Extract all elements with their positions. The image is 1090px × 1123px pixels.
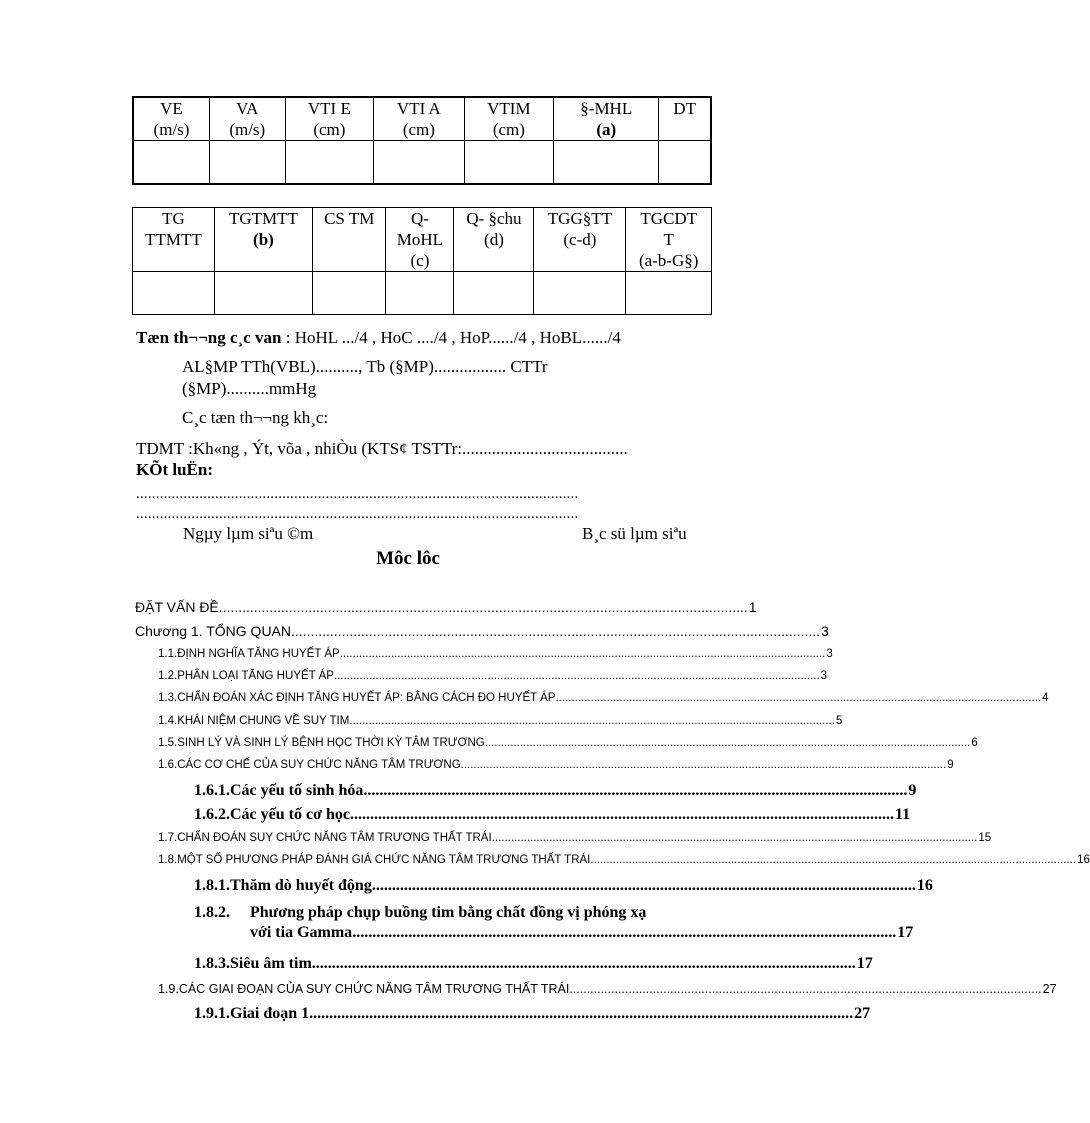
- toc-entry-number: 1.9.1.: [194, 1005, 230, 1022]
- toc-entry-number: 1.8.3.: [194, 955, 230, 972]
- header-line: DT: [673, 99, 697, 118]
- table-header-cell: [214, 208, 312, 272]
- toc-entry-text: Giai đoạn 1: [230, 1005, 310, 1022]
- toc-entry-text: Chương 1. TỔNG QUAN: [135, 623, 292, 639]
- header-line: CS TM: [324, 209, 375, 228]
- table-header-cell: [534, 208, 626, 272]
- dot-leader: ........................................................................................................................................: [291, 623, 821, 639]
- toc-page-number: 6: [971, 737, 978, 749]
- toc-page-number: 16: [1077, 854, 1090, 866]
- dot-leader: ........................................................................................................................................................: [349, 715, 835, 727]
- table-header-cell: [464, 97, 554, 141]
- other-lesions-line: C¸c tæn th¬¬ng kh¸c:: [182, 408, 329, 427]
- toc-entry-number: 1.6.1.: [194, 782, 230, 799]
- toc-entry-number: 1.2.: [158, 670, 178, 682]
- toc-entry[interactable]: [194, 806, 911, 824]
- header-line: (b): [253, 230, 274, 249]
- conclusion-text: KÕt luËn:: [136, 460, 213, 479]
- toc-page-number: 3: [826, 648, 833, 660]
- header-line: MoHL: [396, 230, 444, 249]
- toc-entry-text: CHẨN ĐOÁN XÁC ĐỊNH TĂNG HUYẾT ÁP: BẰNG CÁCH ĐO HUYẾT ÁP: [177, 692, 556, 704]
- toc-page-number: 9: [947, 759, 954, 771]
- table-header-cell: [285, 97, 374, 141]
- toc-entry[interactable]: [135, 623, 829, 639]
- table-cell[interactable]: [554, 141, 659, 185]
- header-line: (d): [484, 230, 504, 249]
- dot-leader: ........................................................................................................................................................: [339, 648, 826, 660]
- table-cell[interactable]: [133, 141, 209, 185]
- dot-leader: ........................................................................................................................................: [352, 924, 897, 941]
- dot-leader: ........................................................................................................................................................: [555, 692, 1042, 704]
- dot-leader: ........................................................................................................................................: [309, 1005, 854, 1022]
- toc-page-number: 3: [821, 623, 829, 639]
- table-header-cell: [626, 208, 712, 272]
- dot-leader: ........................................................................................................................................: [311, 955, 856, 972]
- toc-entry-number: 1.1.: [158, 648, 178, 660]
- table-cell[interactable]: [209, 141, 285, 185]
- conclusion-dots-2[interactable]: ................................................................................................................: [136, 506, 579, 522]
- toc-entry-text: MỘT SỐ PHƯƠNG PHÁP ĐÁNH GIÁ CHỨC NĂNG TÂM TRƯƠNG THẤT TRÁI: [177, 854, 591, 866]
- toc-entry[interactable]: [194, 877, 933, 895]
- table-header-cell: [659, 97, 711, 141]
- dot-leader: ........................................................................................................................................................: [491, 832, 978, 844]
- pressure-unit-line: (§MP)..........mmHg: [182, 379, 317, 398]
- toc-entry-number: 1.4.: [158, 715, 178, 727]
- toc-entry[interactable]: [194, 955, 873, 973]
- toc-entry[interactable]: [135, 982, 1057, 996]
- valve-lesions-line: [136, 328, 621, 348]
- toc-entry-text: Các yếu tố sinh hóa: [230, 782, 364, 799]
- table-row: [133, 272, 712, 315]
- toc-entry-number: 1.8.1.: [194, 877, 230, 894]
- toc-entry-text-continued: với tia Gamma: [250, 924, 353, 941]
- dot-leader: ........................................................................................................................................: [371, 877, 916, 894]
- header-line: (m/s): [229, 120, 266, 139]
- table-header-cell: [554, 97, 659, 141]
- toc-page-number: 3: [820, 670, 828, 682]
- valve-lesions-values: : HoHL .../4 , HoC ..../4 , HoP....../4 , HoBL....../4: [285, 328, 621, 347]
- toc-page-number: 27: [1042, 982, 1057, 996]
- toc-page-number: 15: [978, 832, 992, 844]
- toc-page-number: 11: [894, 806, 911, 823]
- toc-entry-text: CHẨN ĐOÁN SUY CHỨC NĂNG TÂM TRƯƠNG THẤT TRÁI: [177, 832, 492, 844]
- dot-leader: ........................................................................................................................................................: [333, 670, 820, 682]
- header-line: TG: [162, 209, 185, 228]
- toc-title: Môc lôc: [376, 548, 440, 569]
- toc-entry-text: Phương pháp chụp buồng tim bằng chất đồng vị phóng xạ: [250, 904, 647, 921]
- pulmonary-pressure-line: AL§MP TTh(VBL).........., Tb (§MP)................. CTTr: [182, 357, 548, 376]
- header-line: (cm): [492, 120, 525, 139]
- header-line: TGTMTT: [228, 209, 298, 228]
- dot-leader: ........................................................................................................................................................: [484, 737, 971, 749]
- toc-entry-number: 1.3.: [158, 692, 178, 704]
- toc-entry-text: KHÁI NIỆM CHUNG VỀ SUY TIM: [177, 715, 350, 727]
- table-cell[interactable]: [133, 272, 215, 315]
- header-line: (cm): [313, 120, 346, 139]
- toc-entry[interactable]: [158, 692, 1049, 704]
- toc-page-number: 4: [1042, 692, 1049, 704]
- table-header-cell: [386, 208, 454, 272]
- header-line: TGG§TT: [547, 209, 612, 228]
- header-line: VTIM: [487, 99, 531, 118]
- toc-entry[interactable]: [158, 737, 978, 749]
- toc-entry-number: 1.8.2.: [194, 904, 230, 921]
- toc-page-number: 9: [908, 782, 917, 799]
- header-line: T: [663, 230, 674, 249]
- table-header-row: [133, 97, 711, 141]
- valve-lesions-label: Tæn th¬¬ng c¸c van: [136, 328, 282, 347]
- table-cell[interactable]: [285, 141, 374, 185]
- toc-entry[interactable]: [135, 599, 757, 615]
- table-cell[interactable]: [534, 272, 626, 315]
- toc-entry-text: Các yếu tố cơ học: [230, 806, 350, 823]
- toc-entry[interactable]: [194, 1005, 871, 1023]
- header-line: VE: [160, 99, 183, 118]
- conclusion-dots-1[interactable]: ................................................................................................................: [136, 486, 579, 502]
- header-line: §-MHL: [580, 99, 633, 118]
- toc-page-number: 5: [835, 715, 843, 727]
- dot-leader: ........................................................................................................................................................: [460, 759, 947, 771]
- toc-entry[interactable]: [194, 904, 914, 942]
- toc-entry-number: 1.8.: [158, 854, 178, 866]
- toc-entry-text: PHÂN LOẠI TĂNG HUYẾT ÁP: [177, 670, 334, 682]
- toc-entry-number: 1.6.: [158, 759, 178, 771]
- dot-leader: ........................................................................................................................................: [363, 782, 908, 799]
- toc-entry-text: Thăm dò huyết động: [230, 877, 372, 894]
- header-line: VTI E: [307, 99, 351, 118]
- header-line: (m/s): [153, 120, 190, 139]
- toc-entry[interactable]: [158, 854, 1090, 866]
- table-header-cell: [133, 208, 215, 272]
- header-line: (cm): [402, 120, 435, 139]
- table-cell[interactable]: [374, 141, 464, 185]
- pericardial-effusion-line: TDMT :Kh«ng , Ýt, võa , nhiÒu (KTS¢ TSTTr:.......................................: [136, 439, 628, 458]
- toc-entry[interactable]: [158, 759, 954, 771]
- header-line: VTI A: [396, 99, 441, 118]
- toc-page-number: 17: [897, 924, 914, 941]
- echo-measurements-table-2: [132, 207, 712, 315]
- toc-entry-text: ĐẶT VẤN ĐỀ: [135, 599, 219, 615]
- header-line: Q- §chu: [466, 209, 522, 228]
- toc-entry-text: Siêu âm tim: [230, 955, 312, 972]
- header-line: (c): [410, 251, 430, 270]
- toc-page-number: 16: [916, 877, 933, 894]
- table-cell[interactable]: [313, 272, 386, 315]
- conclusion-label: [136, 460, 213, 480]
- header-line: VA: [236, 99, 259, 118]
- table-cell[interactable]: [659, 141, 711, 185]
- exam-date-label: Ngµy lµm siªu ©m: [183, 524, 314, 543]
- table-cell[interactable]: [464, 141, 554, 185]
- header-line: TGCDT: [640, 209, 697, 228]
- toc-entry-text: CÁC GIAI ĐOẠN CỦA SUY CHỨC NĂNG TÂM TRƯƠNG THẤT TRÁI: [178, 982, 570, 996]
- header-line: (a): [596, 120, 617, 139]
- table-header-cell: [133, 97, 209, 141]
- table-header-row: [133, 208, 712, 272]
- toc-entry-number: 1.9.: [158, 982, 179, 996]
- dot-leader: ........................................................................................................................................: [218, 599, 748, 615]
- table-cell[interactable]: [214, 272, 312, 315]
- toc-entry-text: ĐỊNH NGHĨA TĂNG HUYẾT ÁP: [177, 648, 340, 660]
- header-line: Q-: [410, 209, 429, 228]
- toc-entry[interactable]: [194, 782, 917, 800]
- header-line: TTMTT: [145, 230, 202, 249]
- table-header-cell: [313, 208, 386, 272]
- toc-entry-number: 1.7.: [158, 832, 178, 844]
- table-header-cell: [209, 97, 285, 141]
- dot-leader: ........................................................................................................................................: [349, 806, 894, 823]
- dot-leader: ........................................................................................................................................: [569, 982, 1042, 996]
- toc-entry-text: CÁC CƠ CHẾ CỦA SUY CHỨC NĂNG TÂM TRƯƠNG: [177, 759, 461, 771]
- doctor-label: B¸c sü lµm siªu: [582, 524, 687, 543]
- toc-entry[interactable]: [158, 670, 828, 682]
- toc-entry[interactable]: [158, 715, 843, 727]
- table-cell[interactable]: [454, 272, 534, 315]
- dot-leader: ........................................................................................................................................................: [590, 854, 1077, 866]
- toc-entry[interactable]: [158, 648, 833, 660]
- header-line: (a-b-G§): [638, 251, 699, 270]
- table-header-cell: [454, 208, 534, 272]
- header-line: (c-d): [563, 230, 597, 249]
- toc-page-number: 1: [748, 599, 757, 615]
- toc-page-number: 17: [856, 955, 873, 972]
- echo-measurements-table-1: [132, 96, 712, 185]
- table-cell[interactable]: [626, 272, 712, 315]
- table-header-cell: [374, 97, 464, 141]
- toc-entry-text: SINH LÝ VÀ SINH LÝ BỆNH HỌC THỜI KỲ TÂM TRƯƠNG: [177, 737, 485, 749]
- table-row: [133, 141, 711, 185]
- table-cell[interactable]: [386, 272, 454, 315]
- toc-entry-number: 1.6.2.: [194, 806, 230, 823]
- toc-page-number: 27: [854, 1005, 871, 1022]
- toc-entry[interactable]: [158, 832, 992, 844]
- toc-entry-number: 1.5.: [158, 737, 178, 749]
